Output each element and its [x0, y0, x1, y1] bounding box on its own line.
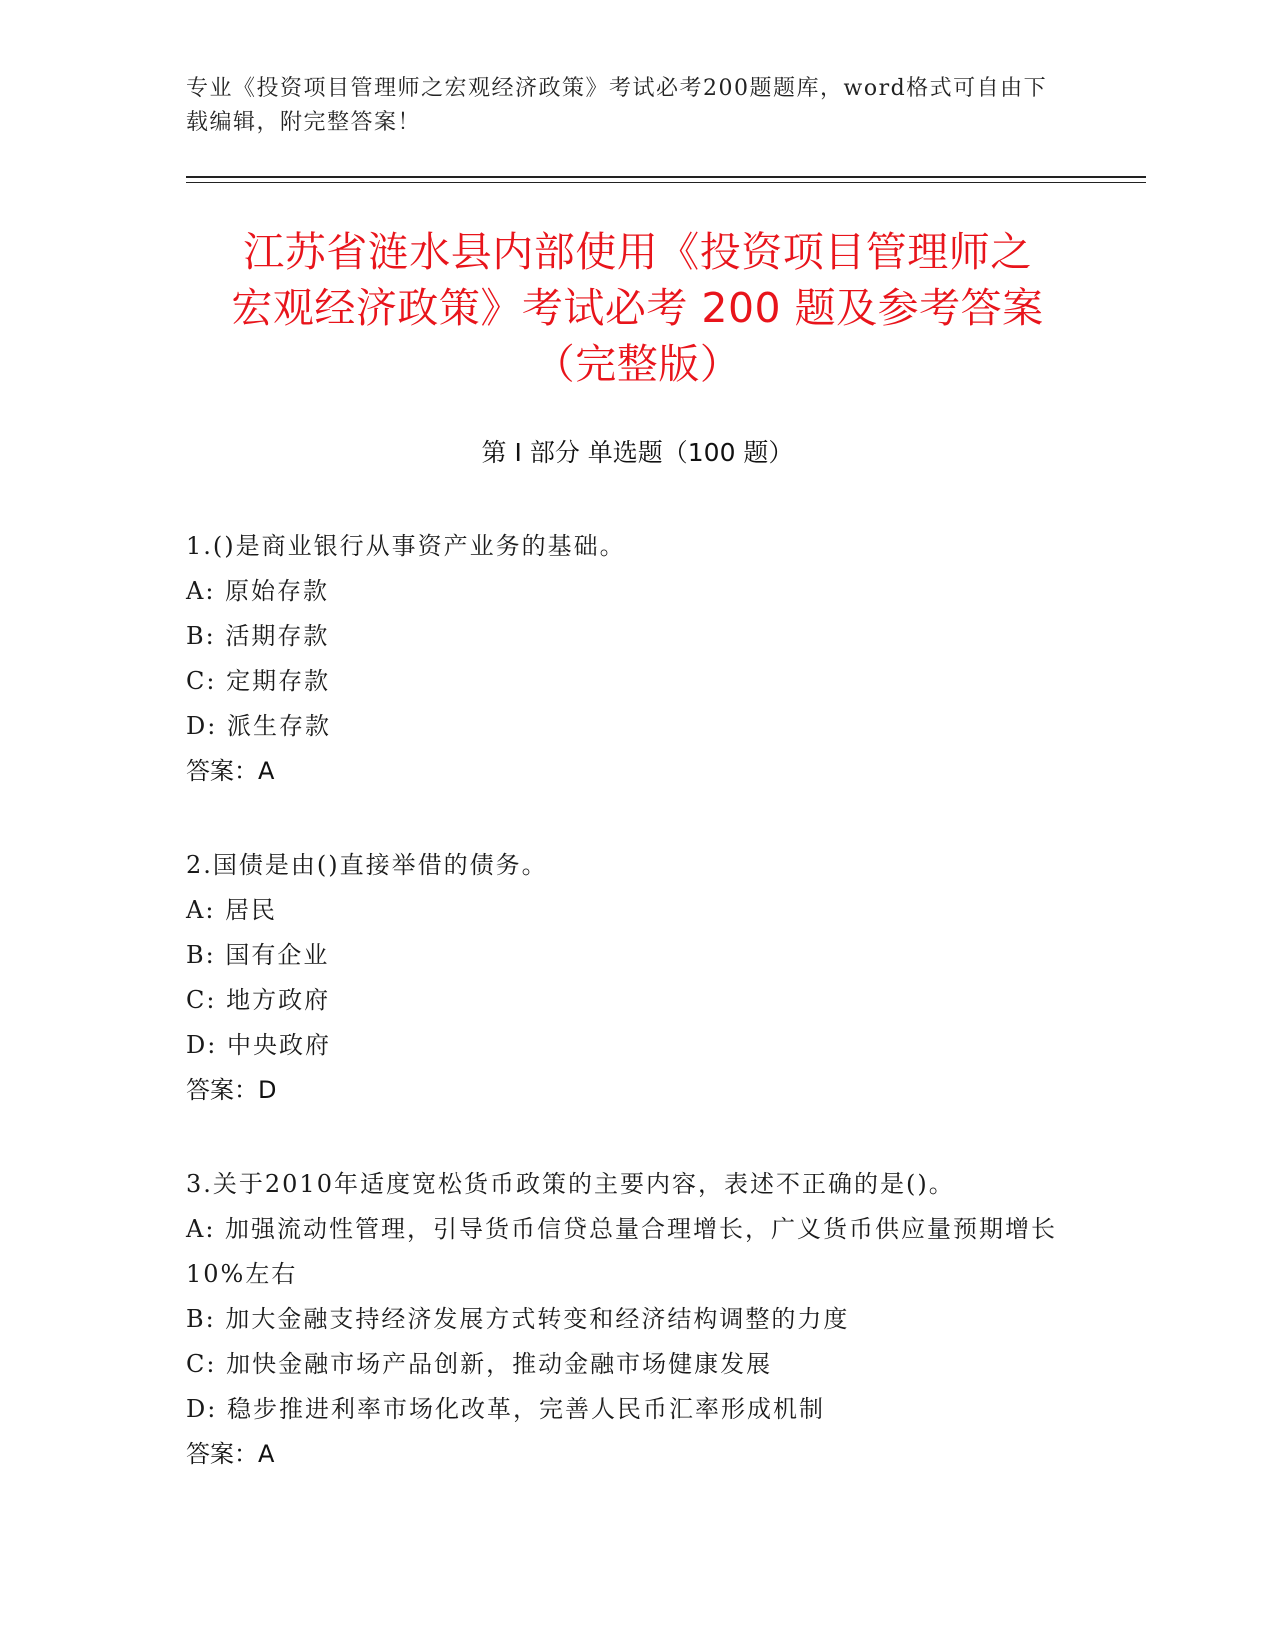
option-d: D: 派生存款: [186, 712, 331, 740]
answer: 答案：A: [186, 1440, 275, 1468]
answer: 答案：D: [186, 1076, 277, 1104]
option-b: B: 活期存款: [186, 622, 330, 650]
question-3: [186, 1162, 1086, 1477]
option-a: A: 居民: [186, 896, 278, 924]
question-stem: 1.()是商业银行从事资产业务的基础。: [186, 532, 626, 560]
question-stem: 2.国债是由()直接举借的债务。: [186, 851, 548, 879]
answer: 答案：A: [186, 757, 275, 785]
question-stem: 3.关于2010年适度宽松货币政策的主要内容，表述不正确的是()。: [186, 1170, 955, 1198]
question-2: [186, 843, 1086, 1113]
header-note: 专业《投资项目管理师之宏观经济政策》考试必考200题题库，word格式可自由下载编辑，附完整答案！: [186, 76, 1048, 135]
title-line-1: 江苏省涟水县内部使用《投资项目管理师之: [243, 228, 1032, 276]
header-divider-thick: [186, 176, 1146, 178]
option-a: A: 加强流动性管理，引导货币信贷总量合理增长，广义货币供应量预期增长10%左右: [186, 1215, 1058, 1288]
title-line-3: （完整版）: [533, 340, 742, 388]
option-b: B: 国有企业: [186, 941, 330, 969]
header-divider-thin: [186, 182, 1146, 183]
option-c: C: 加快金融市场产品创新，推动金融市场健康发展: [186, 1350, 773, 1378]
option-d: D: 稳步推进利率市场化改革，完善人民币汇率形成机制: [186, 1395, 825, 1423]
title-line-2: 宏观经济政策》考试必考 200 题及参考答案: [231, 284, 1044, 332]
option-b: B: 加大金融支持经济发展方式转变和经济结构调整的力度: [186, 1305, 850, 1333]
option-c: C: 地方政府: [186, 986, 331, 1014]
document-title: [150, 224, 1125, 392]
section-title: 第 I 部分 单选题（100 题）: [481, 438, 794, 467]
option-d: D: 中央政府: [186, 1031, 331, 1059]
question-1: [186, 524, 1086, 794]
option-c: C: 定期存款: [186, 667, 331, 695]
option-a: A: 原始存款: [186, 577, 330, 605]
